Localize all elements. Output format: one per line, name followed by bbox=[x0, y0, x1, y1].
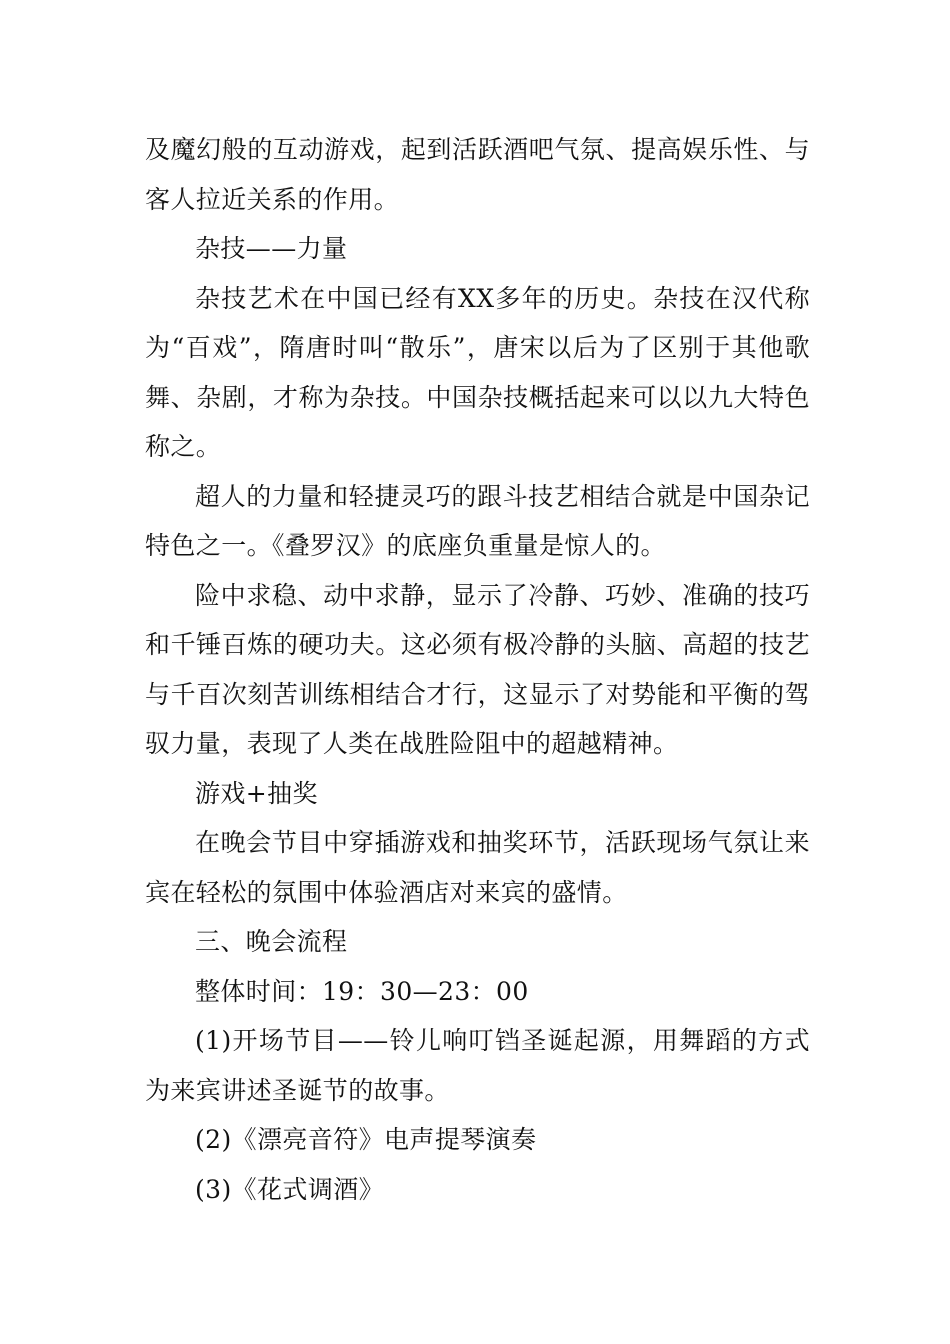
paragraph-acrobatics-balance: 险中求稳、动中求静，显示了冷静、巧妙、准确的技巧和千锤百炼的硬功夫。这必须有极冷静的头脑、高超的技艺与千百次刻苦训练相结合才行，这显示了对势能和平衡的驾驭力量，表现了人类在战胜险阻中的超越精神。 bbox=[145, 580, 810, 758]
paragraph-overall-time: 整体时间：19：30—23：00 bbox=[195, 976, 529, 1006]
program-item-3: (3)《花式调酒》 bbox=[195, 1174, 385, 1204]
paragraph-acrobatics-history: 杂技艺术在中国已经有XX多年的历史。杂技在汉代称为“百戏”，隋唐时叫“散乐”，唐宋以后为了区别于其他歌舞、杂剧，才称为杂技。中国杂技概括起来可以以九大特色称之。 bbox=[145, 283, 810, 461]
heading-games-lottery: 游戏+抽奖 bbox=[195, 778, 318, 808]
program-item-1: (1)开场节目——铃儿响叮铛圣诞起源，用舞蹈的方式为来宾讲述圣诞节的故事。 bbox=[145, 1026, 810, 1105]
heading-acrobatics-strength: 杂技——力量 bbox=[195, 234, 348, 263]
paragraph-continuation: 及魔幻般的互动游戏，起到活跃酒吧气氛、提高娱乐性、与客人拉近关系的作用。 bbox=[145, 135, 810, 214]
program-item-2: (2)《漂亮音符》电声提琴演奏 bbox=[195, 1125, 537, 1154]
paragraph-games-lottery: 在晚会节目中穿插游戏和抽奖环节，活跃现场气氛让来宾在轻松的氛围中体验酒店对来宾的盛情。 bbox=[145, 828, 810, 907]
paragraph-acrobatics-strength: 超人的力量和轻捷灵巧的跟斗技艺相结合就是中国杂记特色之一。《叠罗汉》的底座负重量是惊人的。 bbox=[145, 481, 810, 560]
document-body bbox=[145, 125, 810, 1214]
heading-event-flow: 三、晚会流程 bbox=[195, 927, 348, 956]
